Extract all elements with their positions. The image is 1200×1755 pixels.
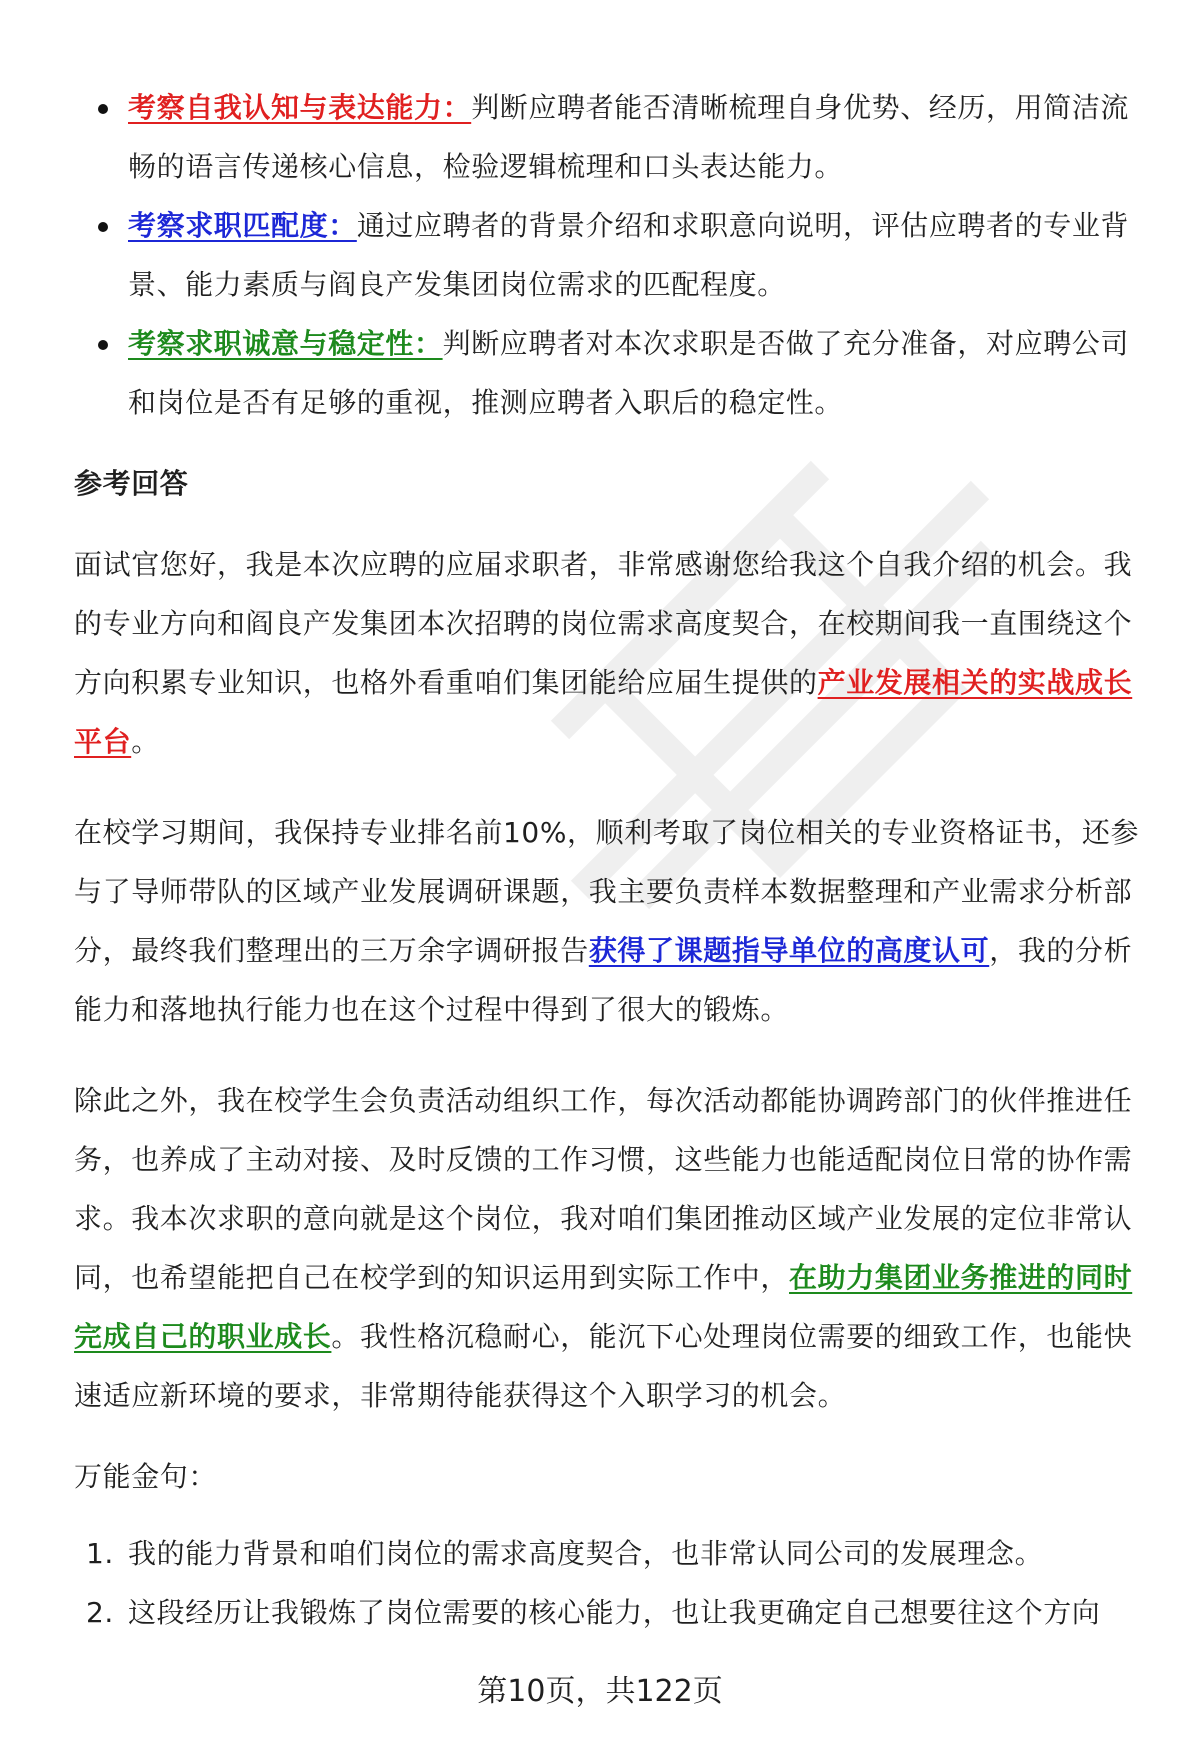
list-text: 这段经历让我锻炼了岗位需要的核心能力，也让我更确定自己想要往这个方向 — [128, 1596, 1101, 1629]
paragraph-highlight: 产业发展相关的实战成长平台 — [74, 666, 1133, 758]
bullet-text: 通过应聘者的背景介绍和求职意向说明，评估应聘者的专业背景、能力素质与阎良产发集团岗位需求的匹配程度。 — [128, 209, 1130, 301]
list-item — [74, 78, 1144, 196]
paragraph-text: 。我性格沉稳耐心，能沉下心处理岗位需要的细致工作，也能快速适应新环境的要求，非常期待能获得这个入职学习的机会。 — [74, 1320, 1133, 1412]
section-heading: 参考回答 — [74, 467, 189, 500]
page-footer: 第10页，共122页 — [477, 1674, 723, 1709]
bullet-text: 判断应聘者对本次求职是否做了充分准备，对应聘公司和岗位是否有足够的重视，推测应聘者入职后的稳定性。 — [128, 327, 1130, 419]
paragraph-highlight: 获得了课题指导单位的高度认可 — [588, 934, 990, 967]
list-item — [74, 196, 1144, 314]
assessment-list — [74, 78, 1144, 432]
list-item — [74, 1583, 1144, 1642]
answer-paragraph-1 — [74, 535, 1144, 771]
paragraph-text: 。 — [131, 725, 160, 758]
bullet-highlight: 考察自我认知与表达能力： — [128, 91, 472, 124]
bullet-highlight: 考察求职匹配度： — [128, 209, 357, 242]
bullet-text: 判断应聘者能否清晰梳理自身优势、经历，用简洁流畅的语言传递核心信息，检验逻辑梳理和口头表达能力。 — [128, 91, 1130, 183]
list-item — [74, 1524, 1144, 1583]
answer-paragraph-3 — [74, 1071, 1144, 1425]
answer-paragraph-2 — [74, 803, 1144, 1039]
golden-sentences-list — [74, 1524, 1144, 1642]
bullet-highlight: 考察求职诚意与稳定性： — [128, 327, 443, 360]
paragraph-highlight: 在助力集团业务推进的同时完成自己的职业成长 — [74, 1261, 1133, 1353]
paragraph-text: 面试官您好，我是本次应聘的应届求职者，非常感谢您给我这个自我介绍的机会。我的专业方向和阎良产发集团本次招聘的岗位需求高度契合，在校期间我一直围绕这个方向积累专业知识，也格外看重咱们集团能给应届生提供的 — [74, 548, 1133, 699]
list-number: 2. — [86, 1596, 114, 1629]
list-text: 我的能力背景和咱们岗位的需求高度契合，也非常认同公司的发展理念。 — [128, 1537, 1044, 1570]
paragraph-text: ，我的分析能力和落地执行能力也在这个过程中得到了很大的锻炼。 — [74, 934, 1133, 1026]
golden-sentences-label: 万能金句： — [74, 1460, 218, 1493]
list-item — [74, 314, 1144, 432]
document-page — [74, 78, 1144, 1642]
list-number: 1. — [86, 1537, 114, 1570]
paragraph-text: 除此之外，我在校学生会负责活动组织工作，每次活动都能协调跨部门的伙伴推进任务，也养成了主动对接、及时反馈的工作习惯，这些能力也能适配岗位日常的协作需求。我本次求职的意向就是这个岗位，我对咱们集团推动区域产业发展的定位非常认同，也希望能把自己在校学到的知识运用到实际工作中， — [74, 1084, 1133, 1294]
paragraph-text: 在校学习期间，我保持专业排名前10%，顺利考取了岗位相关的专业资格证书，还参与了导师带队的区域产业发展调研课题，我主要负责样本数据整理和产业需求分析部分，最终我们整理出的三万余字调研报告 — [74, 816, 1140, 967]
